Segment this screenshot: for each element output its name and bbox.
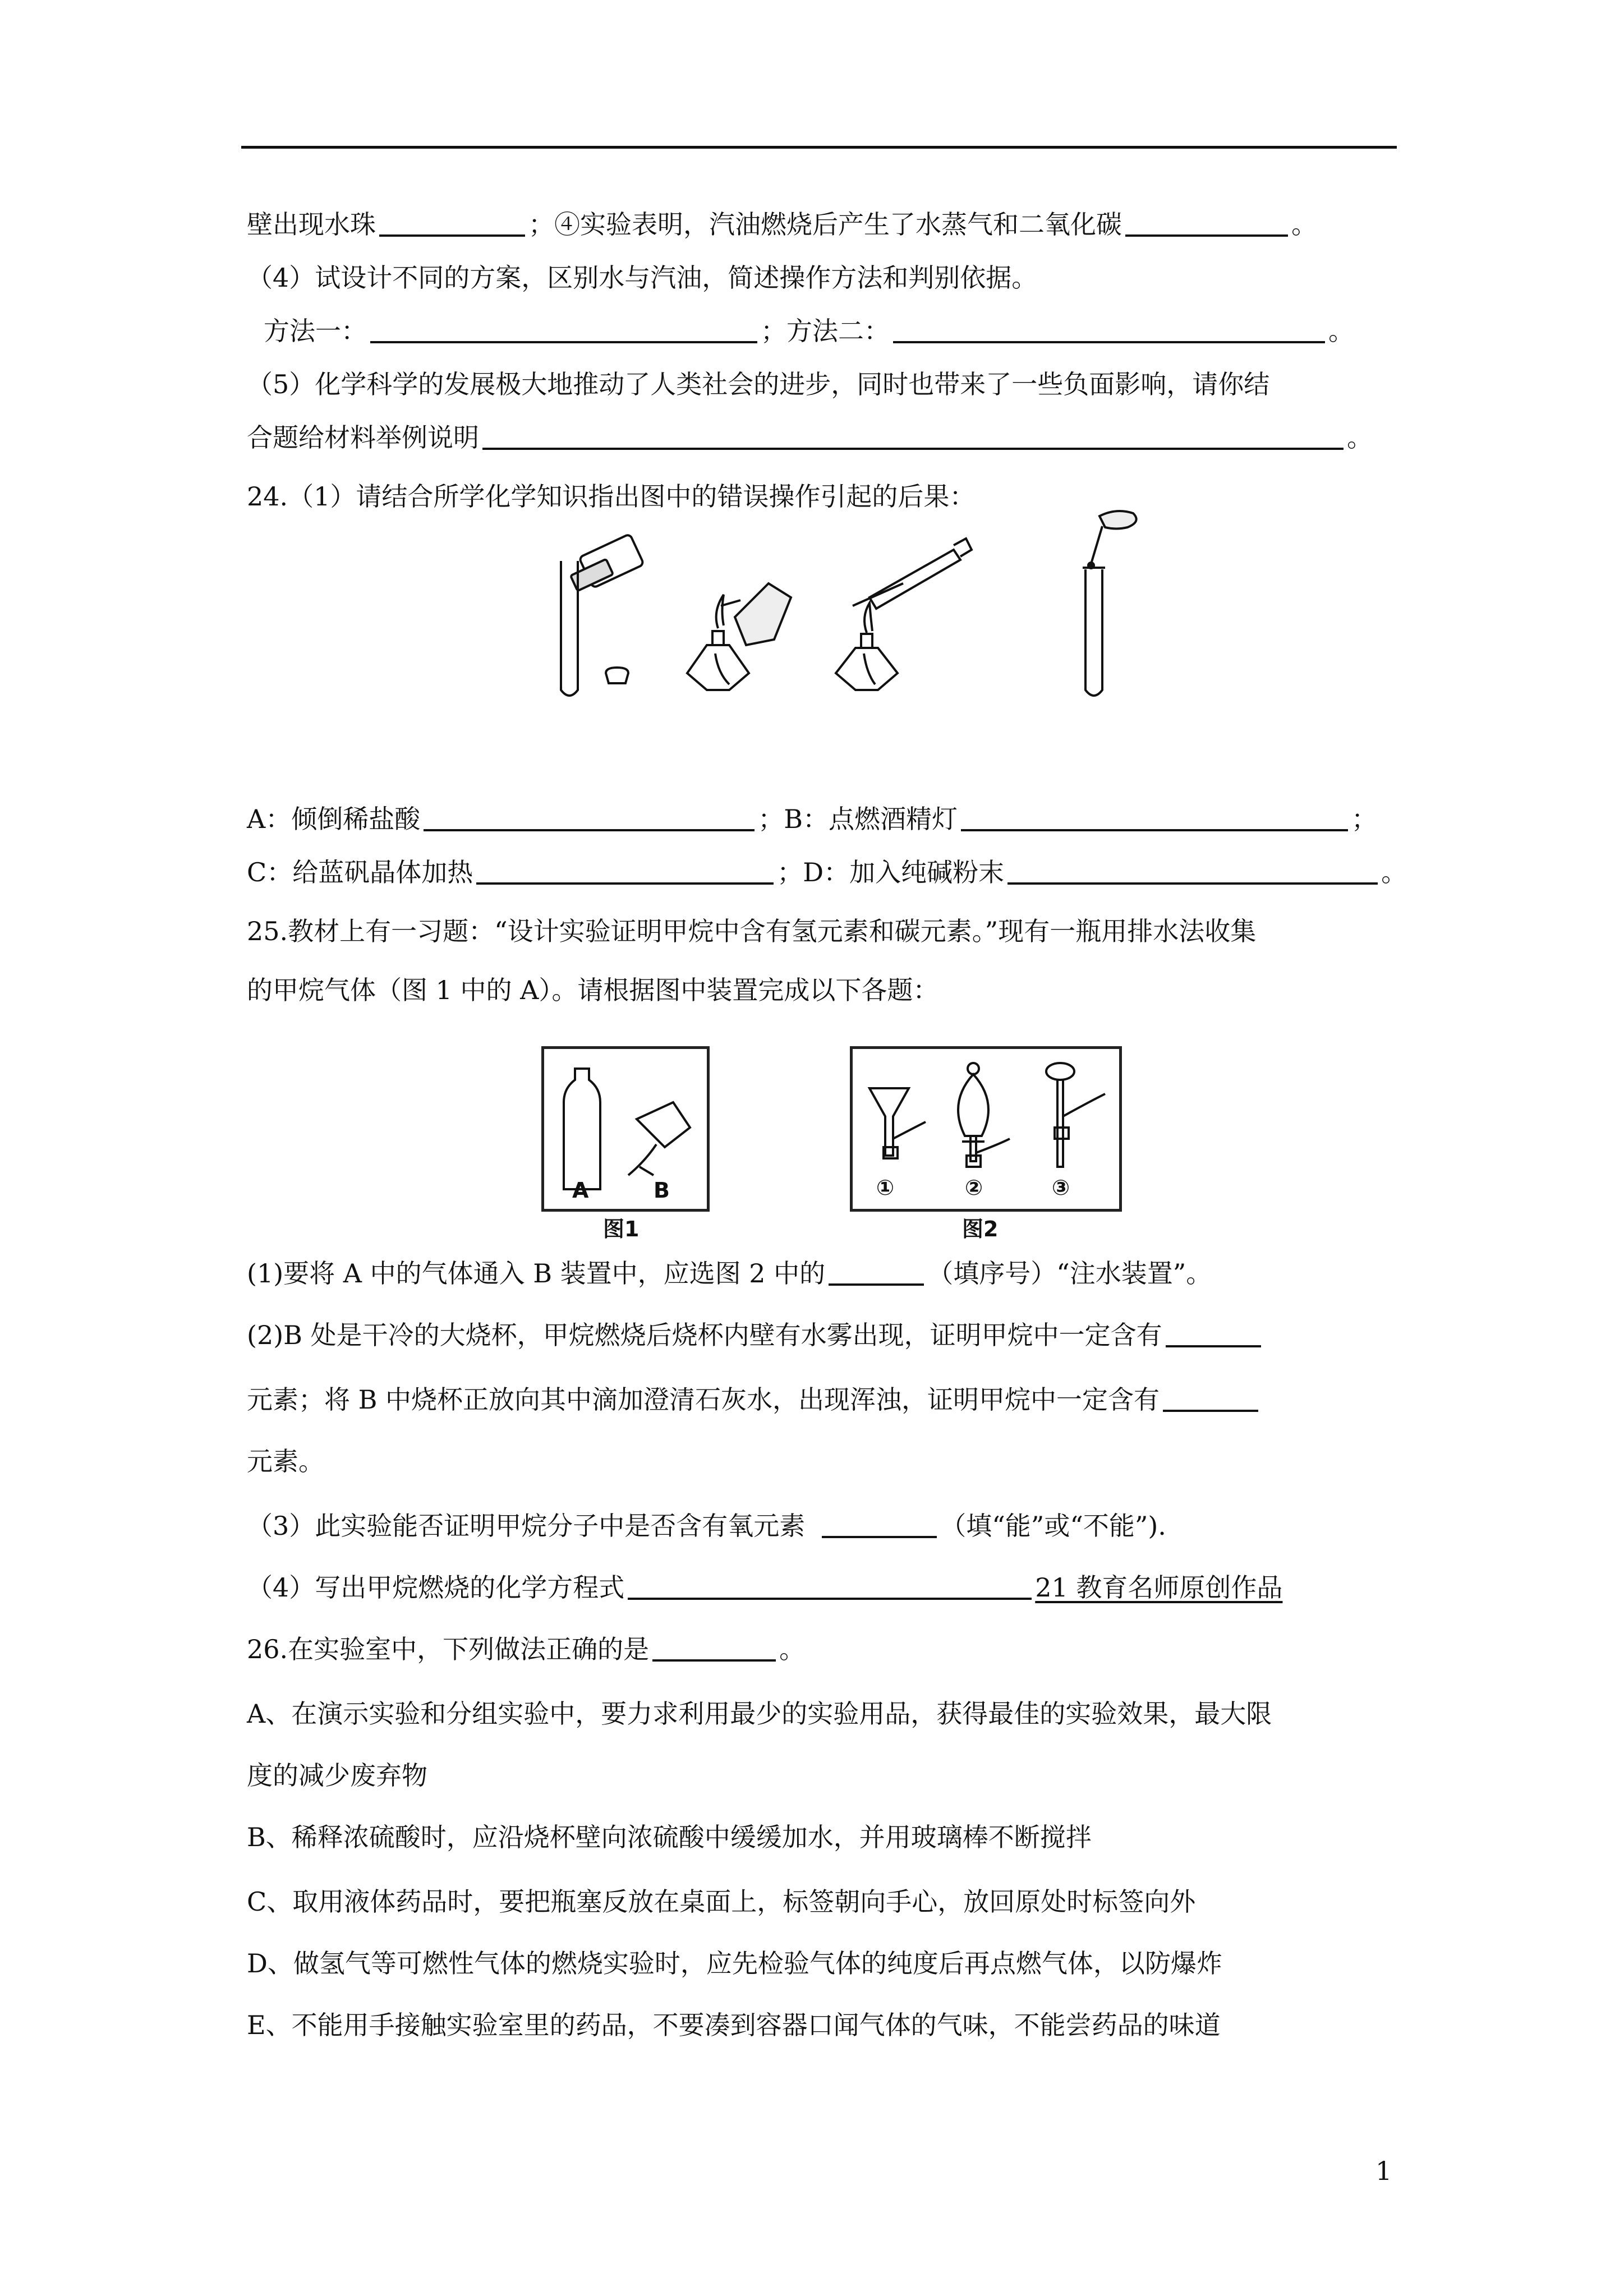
text: (2)B 处是干冷的大烧杯，甲烷燃烧后烧杯内壁有水雾出现，证明甲烷中一定含有 xyxy=(247,1320,1162,1350)
option-c: C、取用液体药品时，要把瓶塞反放在桌面上，标签朝向手心，放回原处时标签向外 xyxy=(247,1887,1196,1917)
answer-blank[interactable] xyxy=(476,857,774,885)
adding-powder-image xyxy=(1083,511,1137,696)
text: 。 xyxy=(1347,422,1373,453)
text: (1)要将 A 中的气体通入 B 装置中，应选图 2 中的 xyxy=(247,1258,826,1289)
figure-1-caption: 图1 xyxy=(603,1217,640,1241)
text: 。 xyxy=(1381,857,1407,887)
pouring-operation-image xyxy=(561,534,644,696)
label-b: B xyxy=(654,1178,670,1203)
label-a: A xyxy=(572,1178,589,1203)
option-e: E、不能用手接触实验室里的药品，不要凑到容器口闻气体的气味，不能尝药品的味道 xyxy=(247,2010,1221,2040)
figure-1 xyxy=(541,1046,710,1212)
text-line xyxy=(247,855,1407,889)
text-line xyxy=(264,314,1354,348)
text: ；④实验表明，汽油燃烧后产生了水蒸气和二氧化碳 xyxy=(528,209,1122,240)
figure-2 xyxy=(850,1046,1122,1212)
text: 壁出现水珠 xyxy=(247,209,376,240)
text: ； xyxy=(1351,804,1378,834)
text-line xyxy=(247,421,1373,454)
header-rule xyxy=(241,146,1397,149)
text-line: （5）化学科学的发展极大地推动了人类社会的进步，同时也带来了一些负面影响，请你结 xyxy=(247,369,1270,399)
answer-blank[interactable] xyxy=(829,1258,924,1286)
answer-blank[interactable] xyxy=(822,1510,937,1538)
text: 元素；将 B 中烧杯正放向其中滴加澄清石灰水，出现浑浊，证明甲烷中一定含有 xyxy=(247,1384,1160,1415)
text-line: （4）试设计不同的方案，区别水与汽油，简述操作方法和判别依据。 xyxy=(247,263,1038,293)
answer-blank[interactable] xyxy=(1007,857,1378,885)
text: ；D：加入纯碱粉末 xyxy=(777,857,1005,887)
figure-2-caption: 图2 xyxy=(962,1217,999,1241)
answer-blank[interactable] xyxy=(1163,1384,1258,1412)
text-line: 元素。 xyxy=(247,1446,324,1476)
answer-blank[interactable] xyxy=(628,1572,1032,1600)
answer-blank[interactable] xyxy=(482,422,1344,450)
text: 26.在实验室中，下列做法正确的是 xyxy=(247,1634,650,1664)
text: 。 xyxy=(779,1634,806,1664)
text: （4）写出甲烷燃烧的化学方程式 xyxy=(247,1572,625,1603)
bottle-and-beaker-image xyxy=(544,1049,707,1209)
text: ；B：点燃酒精灯 xyxy=(758,804,958,834)
text: （填序号）“注水装置”。 xyxy=(927,1258,1212,1289)
answer-blank[interactable] xyxy=(1125,209,1288,237)
text-line: 的甲烷气体（图 1 中的 A）。请根据图中装置完成以下各题： xyxy=(247,975,939,1005)
text-line xyxy=(247,208,1317,241)
q24-operations-figure xyxy=(539,505,1245,718)
text: （3）此实验能否证明甲烷分子中是否含有氧元素 xyxy=(247,1511,806,1541)
label-1: ① xyxy=(876,1175,895,1200)
question-24: 24.（1）请结合所学化学知识指出图中的错误操作引起的后果： xyxy=(247,481,976,512)
text-line xyxy=(247,1571,1282,1604)
text: （填“能”或“不能”). xyxy=(940,1511,1166,1541)
answer-blank[interactable] xyxy=(379,209,525,237)
watermark-text: 21 教育名师原创作品 xyxy=(1035,1572,1283,1603)
text-line xyxy=(247,1257,1212,1290)
answer-blank[interactable] xyxy=(893,315,1325,343)
page-number: 1 xyxy=(1375,2156,1392,2186)
question-25: 25.教材上有一习题：“设计实验证明甲烷中含有氢元素和碳元素。”现有一瓶用排水法收集 xyxy=(247,916,1257,946)
text: 方法一： xyxy=(264,316,367,346)
text: ；方法二： xyxy=(761,316,890,346)
answer-blank[interactable] xyxy=(652,1634,776,1662)
lamp-to-lamp-image xyxy=(687,583,791,690)
option-a-cont: 度的减少废弃物 xyxy=(247,1760,427,1791)
answer-blank[interactable] xyxy=(961,803,1348,831)
label-2: ② xyxy=(965,1175,983,1200)
question-26 xyxy=(247,1632,805,1666)
text-line xyxy=(247,802,1377,836)
answer-blank[interactable] xyxy=(370,315,757,343)
text-line xyxy=(247,1383,1262,1416)
option-b: B、稀释浓硫酸时，应沿烧杯壁向浓硫酸中缓缓加水，并用玻璃棒不断搅拌 xyxy=(247,1822,1092,1852)
label-3: ③ xyxy=(1052,1175,1070,1200)
text: 。 xyxy=(1291,209,1317,240)
text-line xyxy=(247,1509,1166,1543)
text: 合题给材料举例说明 xyxy=(247,422,479,453)
option-d: D、做氢气等可燃性气体的燃烧实验时，应先检验气体的纯度后再点燃气体，以防爆炸 xyxy=(247,1948,1222,1978)
text: C：给蓝矾晶体加热 xyxy=(247,857,473,887)
answer-blank[interactable] xyxy=(1166,1319,1261,1347)
answer-blank[interactable] xyxy=(424,803,755,831)
text-line xyxy=(247,1318,1264,1352)
text: 。 xyxy=(1328,316,1354,346)
option-a: A、在演示实验和分组实验中，要力求利用最少的实验用品，获得最佳的实验效果，最大限 xyxy=(247,1699,1272,1729)
heating-test-tube-image xyxy=(836,539,972,690)
text: A：倾倒稀盐酸 xyxy=(247,804,421,834)
